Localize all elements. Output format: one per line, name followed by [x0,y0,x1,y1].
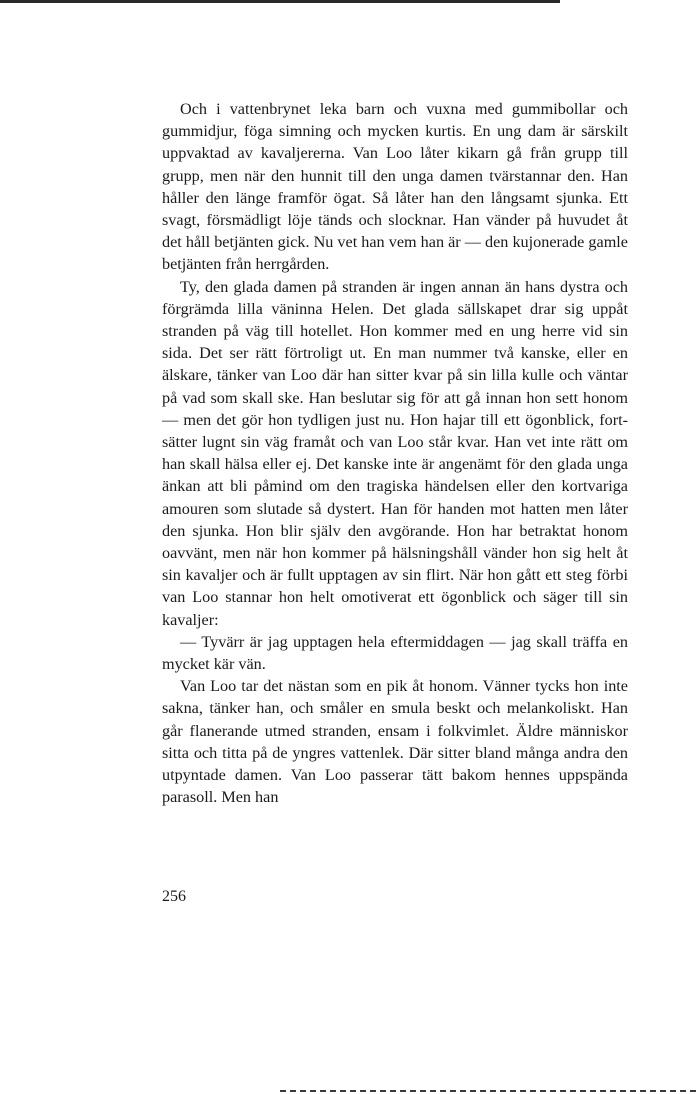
paragraph-3: — Tyvärr är jag upptagen hela eftermiddagen — jag skall träffa en mycket kär vän. [162,632,628,674]
paragraph-1: Och i vattenbrynet leka barn och vuxna med gummibollar och gummidjur, föga simning och mycken kurtis. En ung dam är särskilt uppvaktad av kavaljererna. Van Loo låter kikarn gå från grupp till grupp, men när den hunnit till den unga damen tvärstannar den. Han håller den länge framför ögat. Så låter han den långsamt sjunka. Ett svagt, försmädligt löje tänds och slocknar. Han vänder på huvudet åt det håll betjänten gick. Nu vet han vem han är — den kujonerade gamle betjänten från herrgården. [162,100,628,274]
paragraph-4: Van Loo tar det nästan som en pik åt honom. Vänner tycks hon inte sakna, tänker han, och småler en smula beskt och melankoliskt. Han går flanerande utmed stranden, ensam i folkvimlet. Äldre människor sitta och titta på de yngres vattenlek. Där sitter bland många andra den utpyntade damen. Van Loo passerar tätt bakom hennes uppspända parasoll. Men han [162,677,628,807]
scan-edge-top [0,0,560,3]
page-number: 256 [162,888,186,905]
book-page-body [162,98,628,809]
scan-edge-bottom [280,1090,696,1092]
paragraph-2: Ty, den glada damen på stranden är ingen annan än hans dystra och förgrämda lilla väninna Helen. Det glada sällskapet drar sig uppåt stranden på väg till hotellet. Hon kommer med en ung herre vid sin sida. Det ser rätt förtroligt ut. En man nummer två kanske, eller en älskare, tänker van Loo där han sitter kvar på sin lilla kulle och väntar på vad som skall ske. Han beslutar sig för att gå innan hon sett honom — men det gör hon tydligen just nu. Hon hajar till ett ögonblick, fortsätter lugnt sin väg framåt och van Loo står kvar. Han vet inte rätt om han skall hälsa eller ej. Det kanske inte är angenämt för den glada unga änkan att bli påmind om den tragiska händelsen eller den kortvariga amouren som slutade så dystert. Han för handen mot hatten men låter den sjunka. Hon blir själv den avgörande. Hon har betraktat honom oavvänt, men när hon kommer på hälsningshåll vänder hon sig helt åt sin kavaljer och är fullt upptagen av sin flirt. När hon gått ett steg förbi van Loo stannar hon helt omotiverat ett ögonblick och säger till sin kavaljer: [162,277,628,629]
